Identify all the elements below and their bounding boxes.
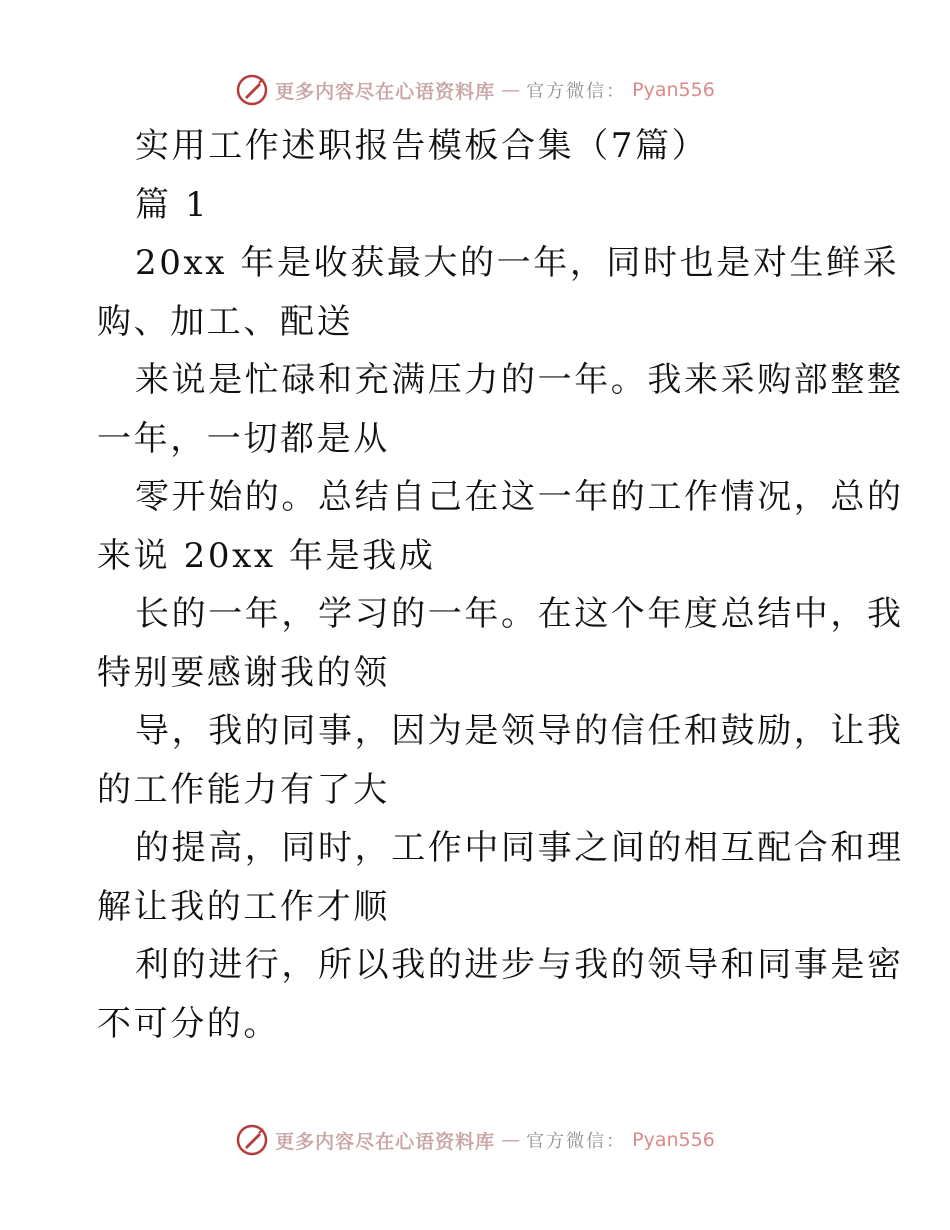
document-title: 实用工作述职报告模板合集（7篇） bbox=[135, 126, 709, 166]
watermark-brand: 更多内容尽在心语资料库 bbox=[275, 1130, 496, 1153]
section-heading: 篇 1 bbox=[135, 184, 210, 225]
paragraph-line: 来说是忙碌和充满压力的一年。我来采购部整整 bbox=[135, 360, 904, 400]
document-body bbox=[97, 117, 904, 1053]
header-watermark bbox=[0, 70, 950, 110]
paragraph-line: 不可分的。 bbox=[97, 1003, 280, 1044]
paragraph-line: 利的进行，所以我的进步与我的领导和同事是密 bbox=[135, 945, 904, 985]
watermark-separator: 官方微信： bbox=[526, 81, 627, 102]
watermark-separator: 官方微信： bbox=[526, 1131, 627, 1152]
paragraph-line: 解让我的工作才顺 bbox=[97, 886, 390, 927]
watermark-dash: — bbox=[501, 79, 521, 101]
quill-pen-logo-icon bbox=[235, 1123, 269, 1157]
paragraph-line: 长的一年，学习的一年。在这个年度总结中，我 bbox=[135, 594, 904, 634]
watermark-contact: Pyan556 bbox=[632, 79, 715, 101]
paragraph-line: 特别要感谢我的领 bbox=[97, 652, 390, 693]
watermark-brand: 更多内容尽在心语资料库 bbox=[275, 80, 496, 103]
watermark-contact: Pyan556 bbox=[632, 1129, 715, 1151]
quill-pen-logo-icon bbox=[235, 73, 269, 107]
paragraph-line: 的工作能力有了大 bbox=[97, 769, 390, 810]
watermark-dash: — bbox=[501, 1129, 521, 1151]
paragraph-line: 的提高，同时，工作中同事之间的相互配合和理 bbox=[135, 828, 904, 868]
paragraph-line: 零开始的。总结自己在这一年的工作情况，总的 bbox=[135, 477, 904, 517]
paragraph-line: 导，我的同事，因为是领导的信任和鼓励，让我 bbox=[135, 711, 904, 751]
paragraph-line: 一年，一切都是从 bbox=[97, 418, 390, 459]
paragraph-line: 来说 20xx 年是我成 bbox=[97, 535, 436, 576]
paragraph-line: 20xx 年是收获最大的一年，同时也是对生鲜采 bbox=[135, 243, 900, 283]
paragraph-line: 购、加工、配送 bbox=[97, 301, 354, 342]
footer-watermark bbox=[0, 1120, 950, 1160]
